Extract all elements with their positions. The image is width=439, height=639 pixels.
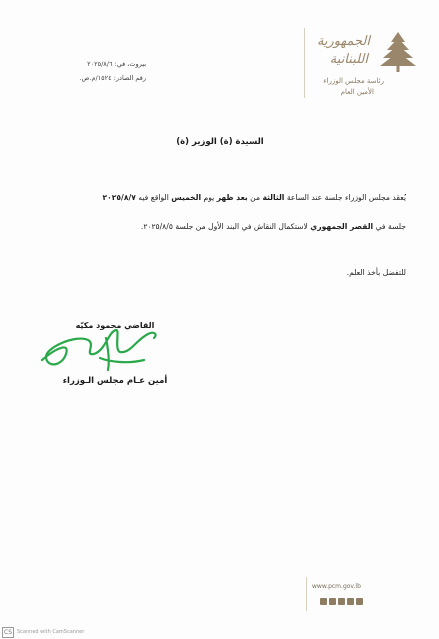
scanner-text: Scanned with CamScanner: [17, 629, 85, 635]
signatory-name: القاضي محمود مكيّه: [75, 321, 155, 330]
website-link[interactable]: www.pcm.gov.lb: [312, 583, 361, 590]
reference-number: رقم الصادر: ١٥٢٤/م.ص.: [79, 74, 146, 82]
cedar-icon: [378, 30, 418, 74]
closing-line: للتفضل بأخذ العلم.: [346, 268, 406, 277]
date-line: بيروت، في: ٢٠٢٥/٨/٦: [87, 60, 146, 68]
signatory-title: أمين عـام مجلس الـوزراء: [62, 376, 168, 386]
presidency-label: رئاسة مجلس الوزراء: [323, 77, 384, 85]
footer-divider: [306, 577, 307, 611]
brand-name-line2: اللبنانية: [329, 52, 368, 67]
secretariat-label: الأمين العام: [340, 88, 374, 96]
salutation: السيدة (ة) الوزير (ة): [176, 137, 264, 147]
facebook-icon[interactable]: [320, 598, 327, 605]
linkedin-icon[interactable]: [356, 598, 363, 605]
instagram-icon[interactable]: [338, 598, 345, 605]
twitter-icon[interactable]: [329, 598, 336, 605]
scanner-watermark: [0, 625, 100, 639]
social-icons: [320, 598, 363, 605]
brand-name-line1: الجمهورية: [316, 34, 370, 49]
body-paragraph-1: يُعقد مجلس الوزراء جلسة عند الساعة الثالثة من بعد ظهر يوم الخميس الواقع فيه ٢٠٢٥/٨/٧: [102, 193, 406, 202]
body-paragraph-2: جلسة في القصر الجمهوري لاستكمال النقاش في البند الأول من جلسة ٢٠٢٥/٨/٥.: [140, 222, 406, 231]
letterhead: [300, 28, 418, 108]
youtube-icon[interactable]: [347, 598, 354, 605]
camscanner-logo-icon: CS: [4, 628, 12, 636]
